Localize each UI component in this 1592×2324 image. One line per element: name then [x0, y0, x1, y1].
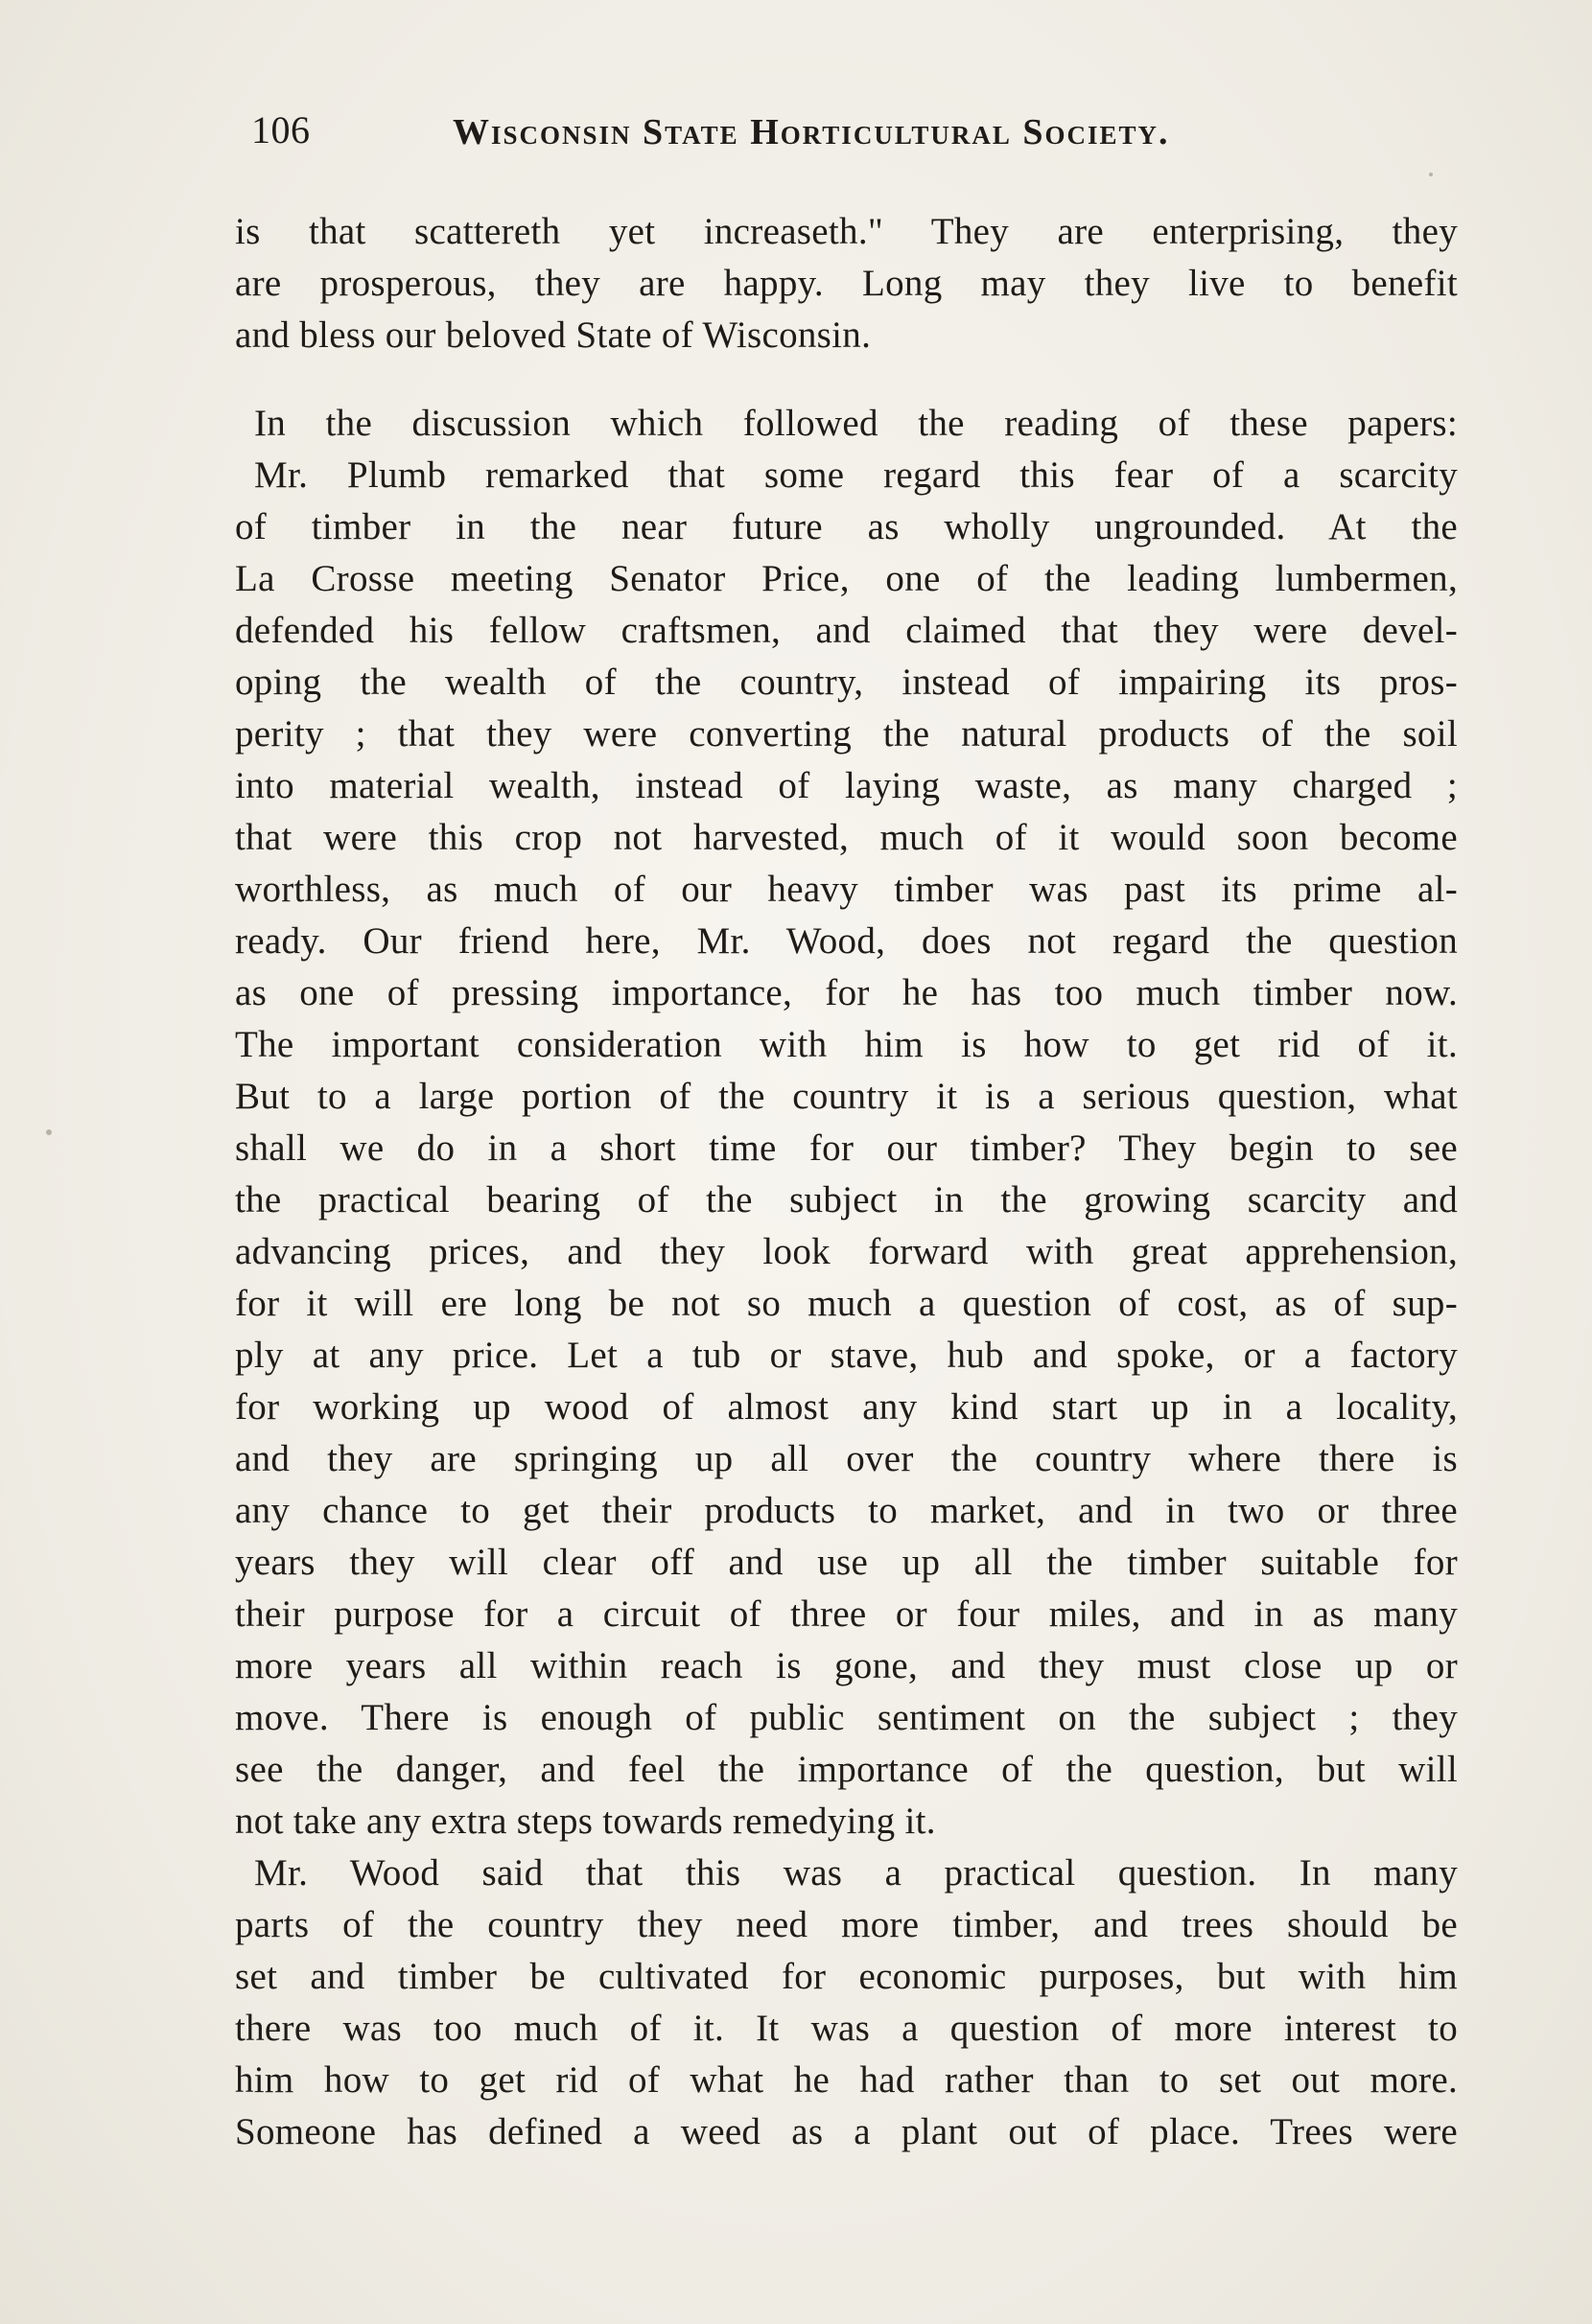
- text-line: move. There is enough of public sentiment on the subject ; they: [235, 1697, 1458, 1738]
- paragraph-3: [235, 450, 1458, 1848]
- paper-speck: [1429, 173, 1433, 176]
- text-line: defended his fellow craftsmen, and claimed that they were devel-: [235, 610, 1458, 651]
- text-line: and they are springing up all over the country where there is: [235, 1438, 1458, 1479]
- text-line: shall we do in a short time for our timber? They begin to see: [235, 1127, 1458, 1169]
- text-line: ready. Our friend here, Mr. Wood, does not regard the question: [235, 920, 1458, 962]
- paragraph-4: [235, 1848, 1458, 2158]
- text-line: The important consideration with him is how to get rid of it.: [235, 1024, 1458, 1065]
- text-line: In the discussion which followed the reading of these papers:: [254, 403, 1458, 444]
- text-line: as one of pressing importance, for he has too much timber now.: [235, 972, 1458, 1013]
- text-line: of timber in the near future as wholly ungrounded. At the: [235, 506, 1458, 547]
- text-line: are prosperous, they are happy. Long may they live to benefit: [235, 263, 1458, 304]
- text-line: that were this crop not harvested, much of it would soon become: [235, 817, 1458, 858]
- text-line: oping the wealth of the country, instead of impairing its pros-: [235, 662, 1458, 703]
- paragraph-gap: [235, 361, 1458, 398]
- text-line: their purpose for a circuit of three or four miles, and in as many: [235, 1593, 1458, 1635]
- paragraph-2: [235, 398, 1458, 450]
- text-line: not take any extra steps towards remedying it.: [235, 1801, 936, 1842]
- text-line: the practical bearing of the subject in the growing scarcity and: [235, 1179, 1458, 1220]
- page-number: 106: [251, 108, 311, 151]
- body-text: [235, 206, 1458, 2158]
- paper-speck: [46, 1129, 52, 1135]
- text-line: Mr. Wood said that this was a practical question. In many: [254, 1852, 1458, 1894]
- text-line: But to a large portion of the country it is a serious question, what: [235, 1076, 1458, 1117]
- text-line: years they will clear off and use up all the timber suitable for: [235, 1542, 1458, 1583]
- paragraph-1: [235, 206, 1458, 361]
- text-line: into material wealth, instead of laying waste, as many charged ;: [235, 765, 1458, 806]
- text-line: any chance to get their products to market, and in two or three: [235, 1490, 1458, 1531]
- text-line: there was too much of it. It was a question of more interest to: [235, 2008, 1458, 2049]
- text-line: ply at any price. Let a tub or stave, hub and spoke, or a factory: [235, 1335, 1458, 1376]
- text-line: Someone has defined a weed as a plant out of place. Trees were: [235, 2111, 1458, 2152]
- text-line: is that scattereth yet increaseth." They are enterprising, they: [235, 211, 1458, 252]
- page-header: [251, 107, 1268, 165]
- text-line: Mr. Plumb remarked that some regard this fear of a scarcity: [254, 454, 1458, 496]
- text-line: parts of the country they need more timber, and trees should be: [235, 1904, 1458, 1945]
- running-head: Wisconsin State Horticultural Society.: [453, 112, 1170, 152]
- text-line: for it will ere long be not so much a question of cost, as of sup-: [235, 1283, 1458, 1324]
- text-line: see the danger, and feel the importance of the question, but will: [235, 1749, 1458, 1790]
- text-line: more years all within reach is gone, and they must close up or: [235, 1645, 1458, 1686]
- text-line: for working up wood of almost any kind start up in a locality,: [235, 1386, 1458, 1428]
- text-line: and bless our beloved State of Wisconsin.: [235, 314, 872, 356]
- text-line: advancing prices, and they look forward with great apprehension,: [235, 1231, 1458, 1272]
- text-line: set and timber be cultivated for economic purposes, but with him: [235, 1956, 1458, 1997]
- text-line: perity ; that they were converting the natural products of the soil: [235, 713, 1458, 755]
- text-line: La Crosse meeting Senator Price, one of the leading lumbermen,: [235, 558, 1458, 599]
- text-line: worthless, as much of our heavy timber was past its prime al-: [235, 869, 1458, 910]
- text-line: him how to get rid of what he had rather than to set out more.: [235, 2059, 1458, 2101]
